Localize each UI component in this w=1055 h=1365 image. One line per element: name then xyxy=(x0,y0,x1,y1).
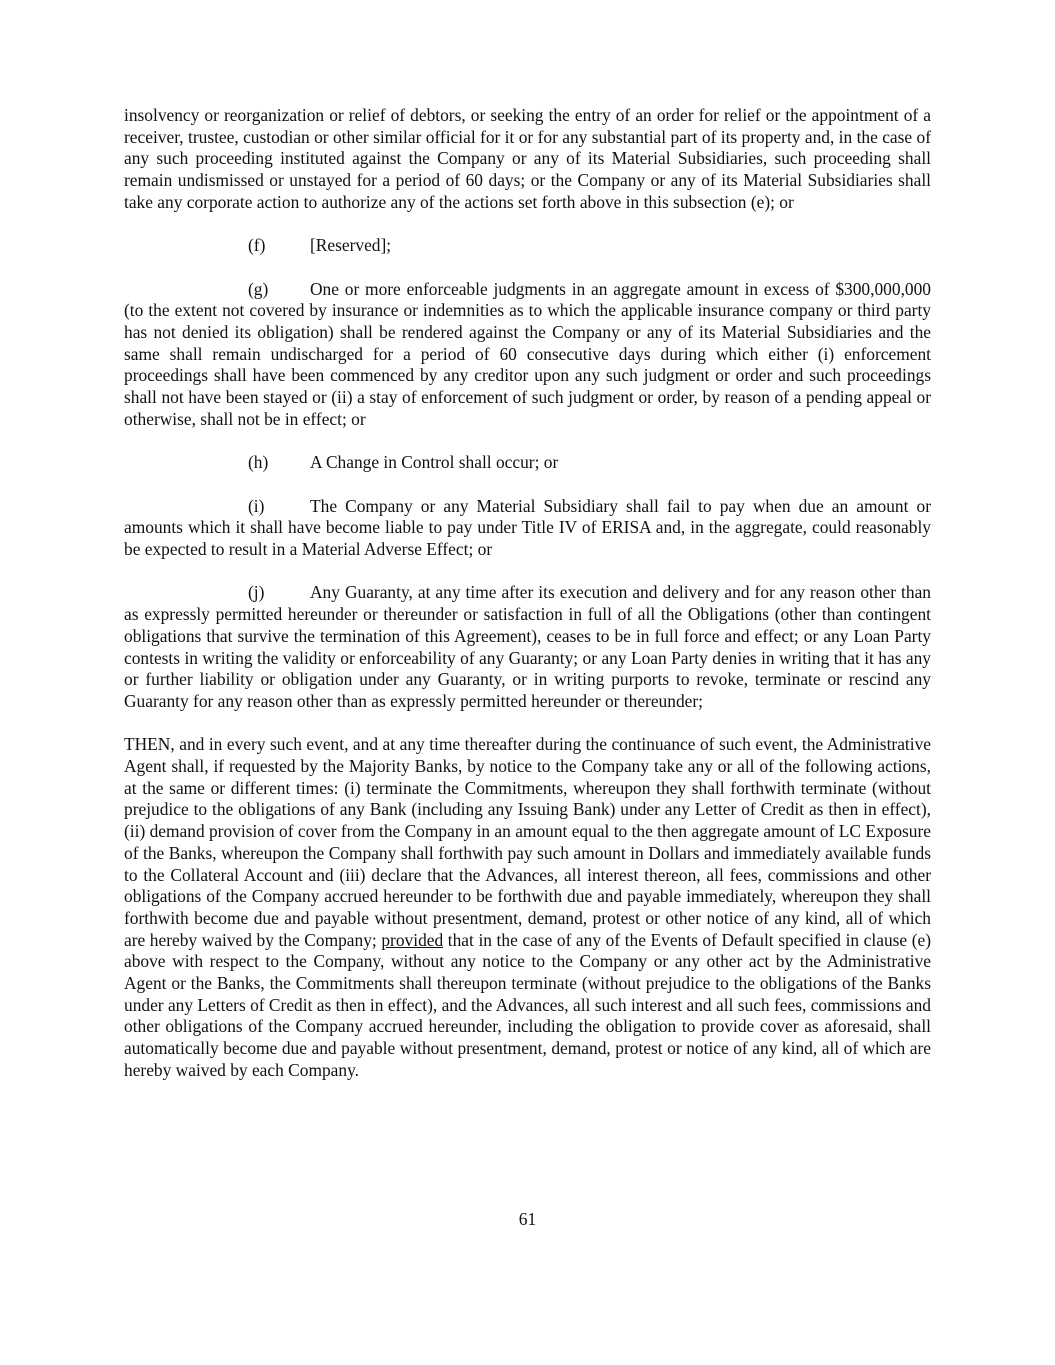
clause-h xyxy=(124,452,931,474)
clause-label: (i) xyxy=(248,495,265,516)
clause-g xyxy=(124,279,931,431)
paragraph-e-continuation xyxy=(124,105,931,214)
clause-text: One or more enforceable judgments in an aggregate amount in excess of $300,000,000 (to the extent not covered by insurance or indemnities as to which the applicable insurance company or third party has not denied its obligation) shall be rendered against the Company or any of its Material Subsidiaries and the same shall remain undischarged for a period of 60 consecutive days during which either (i) enforcement proceedings shall have been commenced by any creditor upon any such judgment or order and such proceedings shall not have been stayed or (ii) a stay of enforcement of such judgment or order, by reason of a pending appeal or otherwise, shall not be in effect; or xyxy=(124,278,931,429)
clause-f xyxy=(124,235,931,257)
paragraph-text: insolvency or reorganization or relief of debtors, or seeking the entry of an order for relief or the appointment of a receiver, trustee, custodian or other similar official for it or for any substantial part of its property and, in the case of any such proceeding instituted against the Company or any of its Material Subsidiaries, such proceeding shall remain undismissed or unstayed for a period of 60 days; or the Company or any of its Material Subsidiaries shall take any corporate action to authorize any of the actions set forth above in this subsection (e); or xyxy=(124,105,931,212)
clause-text: [Reserved]; xyxy=(310,235,392,256)
clause-label: (f) xyxy=(248,235,266,256)
page-number: 61 xyxy=(518,1209,537,1229)
clause-text: A Change in Control shall occur; or xyxy=(310,452,559,473)
clause-text: The Company or any Material Subsidiary shall fail to pay when due an amount or amounts which it shall have become liable to pay under Title IV of ERISA and, in the aggregate, could reasonably be expected to result in a Material Adverse Effect; or xyxy=(124,495,931,559)
document-page xyxy=(124,105,931,1103)
provided-term: provided xyxy=(381,929,444,950)
clause-label: (g) xyxy=(248,278,269,299)
clause-label: (j) xyxy=(248,582,265,603)
then-paragraph-part2: that in the case of any of the Events of Default specified in clause (e) above with respect to the Company, without any notice to the Company or any other act by the Administrative Agent or the Banks, the Commitments shall thereupon terminate (without prejudice to the obligations of the Banks under any Letters of Credit as then in effect), and the Advances, all such interest and all such fees, commissions and other obligations of the Company accrued hereunder, including the obligation to provide cover as aforesaid, shall automatically become due and payable without presentment, demand, protest or notice of any kind, all of which are hereby waived by each Company. xyxy=(124,929,932,1080)
clause-i xyxy=(124,496,931,561)
then-paragraph-part1: THEN, and in every such event, and at any time thereafter during the continuance of such event, the Administrative Agent shall, if requested by the Majority Banks, by notice to the Company take any or all of the following actions, at the same or different times: (i) terminate the Commitments, whereupon they shall forthwith terminate (without prejudice to the obligations of any Bank (including any Issuing Bank) under any Letter of Credit as then in effect), (ii) demand provision of cover from the Company in an amount equal to the then aggregate amount of LC Exposure of the Banks, whereupon the Company shall forthwith pay such amount in Dollars and immediately available funds to the Collateral Account and (iii) declare that the Advances, all interest thereon, all fees, commissions and other obligations of the Company accrued hereunder to be forthwith due and payable immediately, whereupon they shall forthwith become due and payable without presentment, demand, protest or other notice of any kind, all of which are hereby waived by the Company; xyxy=(124,734,931,950)
then-paragraph xyxy=(124,734,931,1081)
clause-j xyxy=(124,582,931,712)
clause-label: (h) xyxy=(248,452,269,473)
clause-text: Any Guaranty, at any time after its execution and delivery and for any reason other than as expressly permitted hereunder or thereunder or satisfaction in full of all the Obligations (other than contingent obligations that survive the termination of this Agreement), ceases to be in full force and effect; or any Loan Party contests in writing the validity or enforceability of any Guaranty; or any Loan Party denies in writing that it has any or further liability or obligation under any Guaranty, or in writing purports to revoke, terminate or rescind any Guaranty for any reason other than as expressly permitted hereunder or thereunder; xyxy=(124,582,931,711)
